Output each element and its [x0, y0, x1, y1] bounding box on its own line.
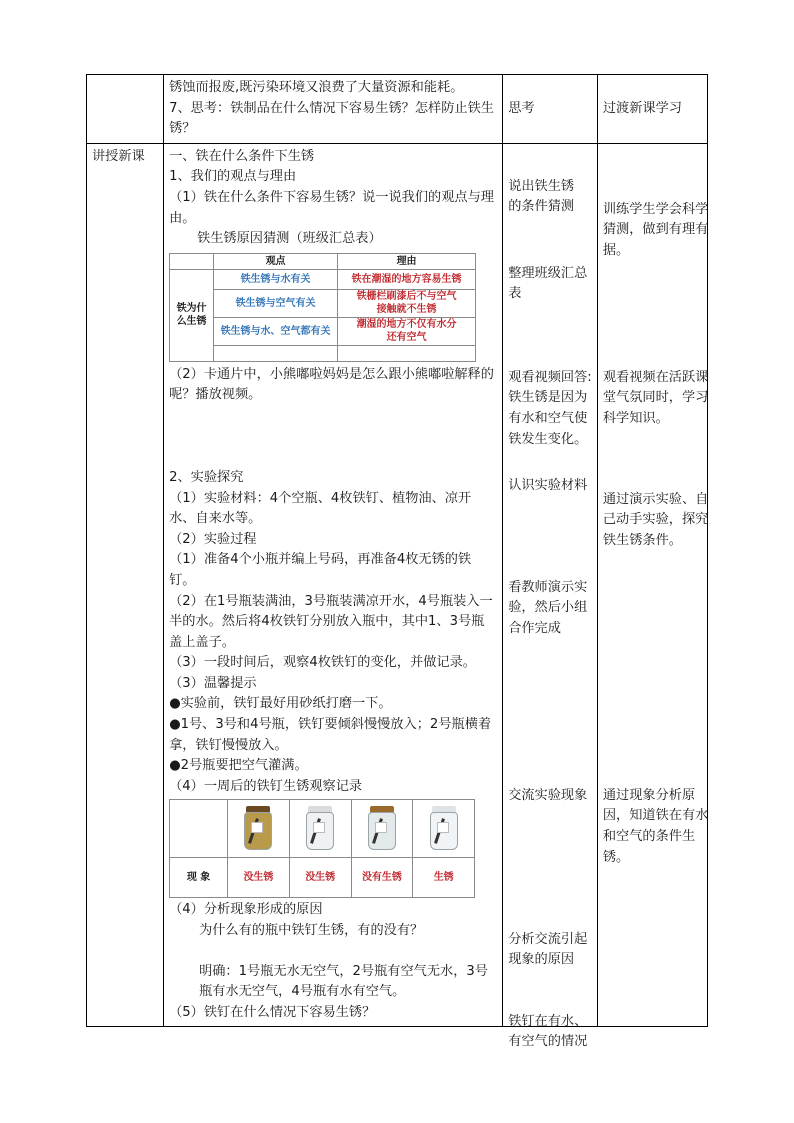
jar-4-image: [428, 806, 460, 852]
jar-1-image: [242, 806, 274, 852]
lesson-plan-table: [86, 74, 709, 1050]
heading: 一、铁在什么条件下生锈: [169, 148, 315, 164]
content-cell: [164, 143, 503, 1027]
content-text: （3）温馨提示: [169, 675, 257, 691]
content-text: （1）准备4个小瓶并编上号码，再准备4枚无锈的铁钉。: [169, 552, 472, 588]
student-activity: 分析交流引起现象的原因: [508, 931, 588, 968]
student-activity: 观看视频回答:铁生锈是因为有水和空气使铁发生变化。: [508, 369, 592, 447]
content-text: 为什么有的瓶中铁钉生锈，有的没有？: [199, 923, 424, 939]
tip-text: ●1号、3号和4号瓶，铁钉要倾斜慢慢放入；2号瓶横着拿，铁钉慢慢放入。: [169, 717, 492, 753]
student-activity: 铁钉在有水、有空气的情况: [508, 1013, 588, 1050]
student-activity: 交流实验现象: [508, 787, 588, 803]
purpose-text: 训练学生学会科学猜测，做到有理有据。: [602, 201, 709, 258]
tip-text: ●实验前，铁钉最好用砂纸打磨一下。: [169, 696, 392, 712]
jar-cell: [228, 800, 290, 858]
observation-table: [169, 799, 475, 898]
row-label: 现 象: [170, 858, 228, 898]
row-label: [170, 269, 214, 361]
content-text: [169, 962, 497, 1003]
lesson-plan-page: [86, 74, 708, 1055]
reason-cell: 铁在潮湿的地方容易生锈: [338, 269, 476, 289]
student-activity: 看教师演示实验，然后小组合作完成: [508, 579, 588, 636]
student-activity-cell: [503, 75, 598, 144]
purpose-text: 通过现象分析原因，知道铁在有水和空气的条件生锈。: [602, 787, 709, 865]
result-cell: 没生锈: [228, 858, 290, 898]
result-cell: 生锈: [413, 858, 475, 898]
header-empty: [170, 800, 228, 858]
table-row: [87, 143, 708, 1027]
content-line: 7、思考：铁制品在什么情况下容易生锈？怎样防止铁生锈？: [169, 100, 494, 137]
clarify-text: 明确：1号瓶无水无空气，2号瓶有空气无水，3号瓶有水无空气，4号瓶有水有空气。: [199, 963, 488, 1000]
guess-table-caption: 铁生锈原因猜测（班级汇总表）: [197, 231, 382, 247]
content-text: （5）铁钉在什么情况下容易生锈？: [169, 1004, 376, 1020]
section-label: 讲授新课: [92, 148, 145, 164]
content-text: （2）实验过程: [169, 531, 257, 547]
header-empty: [170, 253, 214, 269]
result-cell: 没生锈: [289, 858, 351, 898]
jar-cell: [413, 800, 475, 858]
content-text: （2）卡通片中，小熊嘟啦妈妈是怎么跟小熊嘟啦解释的呢？播放视频。: [169, 366, 494, 403]
jar-2-image: [304, 806, 336, 852]
content-line: 锈蚀而报废,既污染环境又浪费了大量资源和能耗。: [169, 80, 464, 95]
spacer: [169, 406, 497, 468]
purpose-text: 通过演示实验、自己动手实验，探究铁生锈条件。: [602, 491, 709, 548]
content-text: （1）实验材料：4个空瓶、4枚铁钉、植物油、凉开水、自来水等。: [169, 490, 472, 527]
column-header: 理由: [338, 253, 476, 269]
jar-3-image: [366, 806, 398, 852]
heading: 2、实验探究: [169, 469, 244, 485]
jar-cell: [289, 800, 351, 858]
student-activity: 思考: [508, 100, 535, 116]
student-activity: 说出铁生锈的条件猜测: [508, 178, 575, 215]
column-header: 观点: [214, 253, 338, 269]
jar-cell: [351, 800, 413, 858]
view-cell: 铁生锈与水、空气都有关: [214, 317, 338, 345]
content-cell: [164, 75, 503, 144]
table-row: [87, 75, 708, 144]
view-cell: 铁生锈与水有关: [214, 269, 338, 289]
student-activity: 整理班级汇总表: [508, 265, 588, 302]
reason-cell: 铁栅栏刷漆后不与空气接触就不生锈: [338, 289, 476, 317]
reason-cell: 潮湿的地方不仅有水分还有空气: [338, 317, 476, 345]
purpose-cell: [597, 75, 707, 144]
content-text: （3）一段时间后，观察4枚铁钉的变化，并做记录。: [169, 655, 476, 671]
purpose-cell: [597, 143, 707, 1027]
view-cell: [214, 345, 338, 361]
student-activity-cell: [503, 143, 598, 1050]
student-activity: 认识实验材料: [508, 477, 588, 493]
spacer: [169, 942, 497, 962]
content-text: （4）分析现象形成的原因: [169, 902, 323, 918]
content-text: （4）一周后的铁钉生锈观察记录: [169, 778, 363, 794]
section-cell-empty: [87, 75, 164, 144]
section-cell: [87, 143, 164, 1027]
purpose-text: 过渡新课学习: [602, 100, 682, 116]
result-cell: 没有生锈: [351, 858, 413, 898]
purpose-text: 观看视频在活跃课堂气氛同时，学习科学知识。: [602, 369, 709, 426]
row-label-text: 铁为什么生锈: [176, 303, 207, 328]
reason-cell: [338, 345, 476, 361]
tip-text: ●2号瓶要把空气灌满。: [169, 758, 308, 774]
question-text: （1）铁在什么条件下容易生锈？说一说我们的观点与理由。: [169, 189, 494, 226]
subheading: 1、我们的观点与理由: [169, 169, 297, 185]
guess-summary-table: [169, 253, 476, 362]
view-cell: 铁生锈与空气有关: [214, 289, 338, 317]
content-text: （2）在1号瓶装满油，3号瓶装满凉开水，4号瓶装入一半的水。然后将4枚铁钉分别放入瓶中，其中1、3号瓶盖上盖子。: [169, 593, 493, 650]
